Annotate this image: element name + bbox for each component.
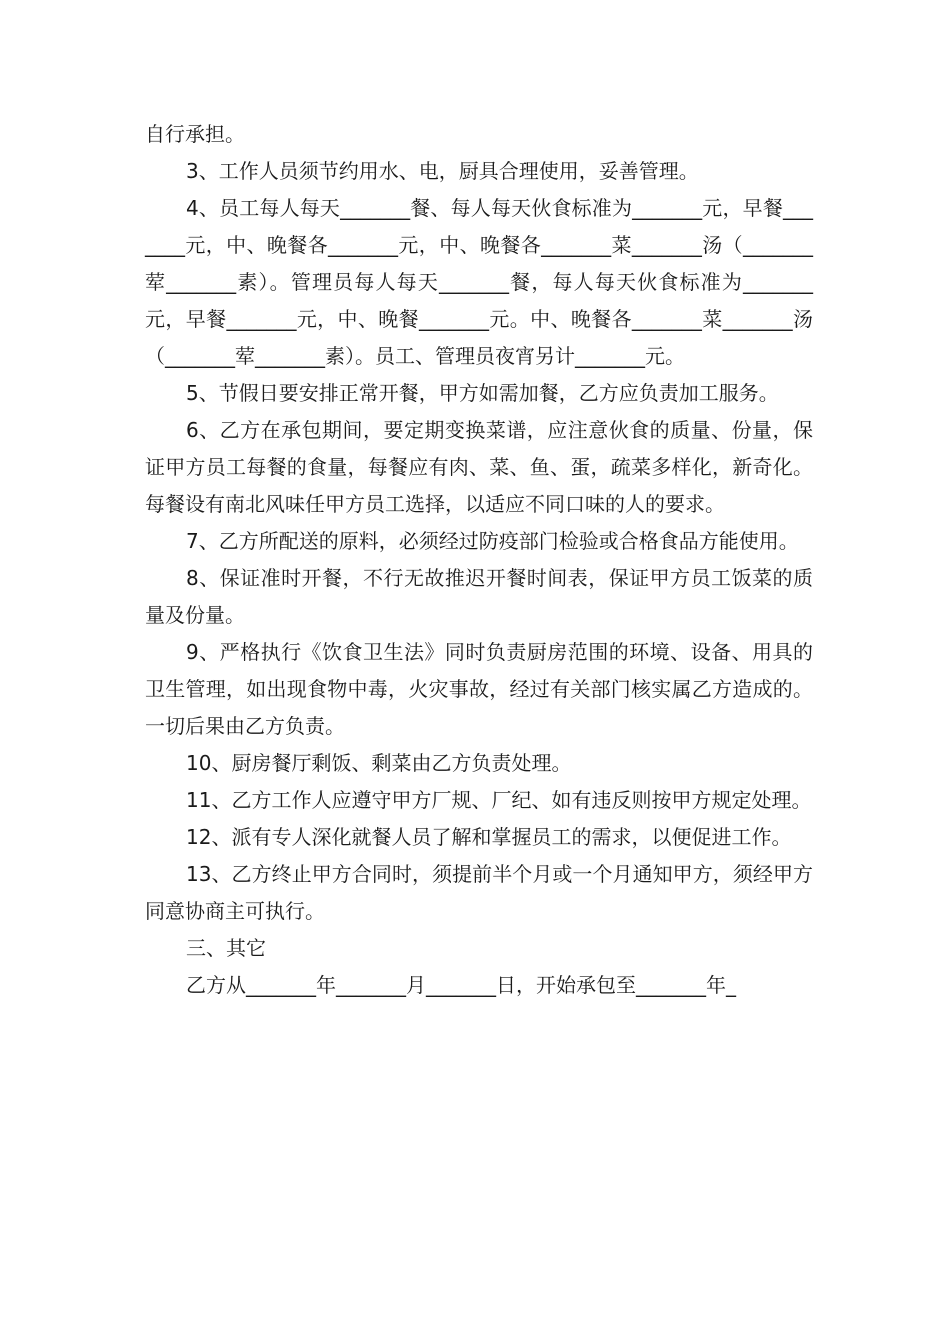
clause-4: 4、员工每人每天_______餐、每人每天伙食标准为_______元，早餐_______元，中、晚餐各_______元，中、晚餐各_______菜_______汤（_______荤_______素）。管理员每人每天_______餐，每人每天伙食标准为_______元，早餐_______元，中、晚餐_______元。中、晚餐各_______菜_______汤（_______荤_______素）。员工、管理员夜宵另计_______元。 xyxy=(145,196,813,368)
clause-9: 9、严格执行《饮食卫生法》同时负责厨房范围的环境、设备、用具的卫生管理，如出现食物中毒，火灾事故，经过有关部门核实属乙方造成的。一切后果由乙方负责。 xyxy=(145,640,813,738)
clause-12: 12、派有专人深化就餐人员了解和掌握员工的需求，以便促进工作。 xyxy=(186,825,792,849)
paragraph-continuation: 自行承担。 xyxy=(145,122,245,146)
clause-13: 13、乙方终止甲方合同时，须提前半个月或一个月通知甲方，须经甲方同意协商主可执行。 xyxy=(145,862,813,923)
section-heading-other: 三、其它 xyxy=(186,936,266,960)
document-body xyxy=(145,116,813,1004)
clause-3: 3、工作人员须节约用水、电，厨具合理使用，妥善管理。 xyxy=(186,159,699,183)
clause-11: 11、乙方工作人应遵守甲方厂规、厂纪、如有违反则按甲方规定处理。 xyxy=(186,788,812,812)
contract-term-line: 乙方从_______年_______月_______日，开始承包至_______年_ xyxy=(186,973,736,997)
clause-7: 7、乙方所配送的原料，必须经过防疫部门检验或合格食品方能使用。 xyxy=(186,529,799,553)
clause-8: 8、保证准时开餐，不行无故推迟开餐时间表，保证甲方员工饭菜的质量及份量。 xyxy=(145,566,813,627)
clause-6: 6、乙方在承包期间，要定期变换菜谱，应注意伙食的质量、份量，保证甲方员工每餐的食量，每餐应有肉、菜、鱼、蛋，疏菜多样化，新奇化。每餐设有南北风味任甲方员工选择，以适应不同口味的人的要求。 xyxy=(145,418,813,516)
clause-10: 10、厨房餐厅剩饭、剩菜由乙方负责处理。 xyxy=(186,751,572,775)
clause-5: 5、节假日要安排正常开餐，甲方如需加餐，乙方应负责加工服务。 xyxy=(186,381,779,405)
